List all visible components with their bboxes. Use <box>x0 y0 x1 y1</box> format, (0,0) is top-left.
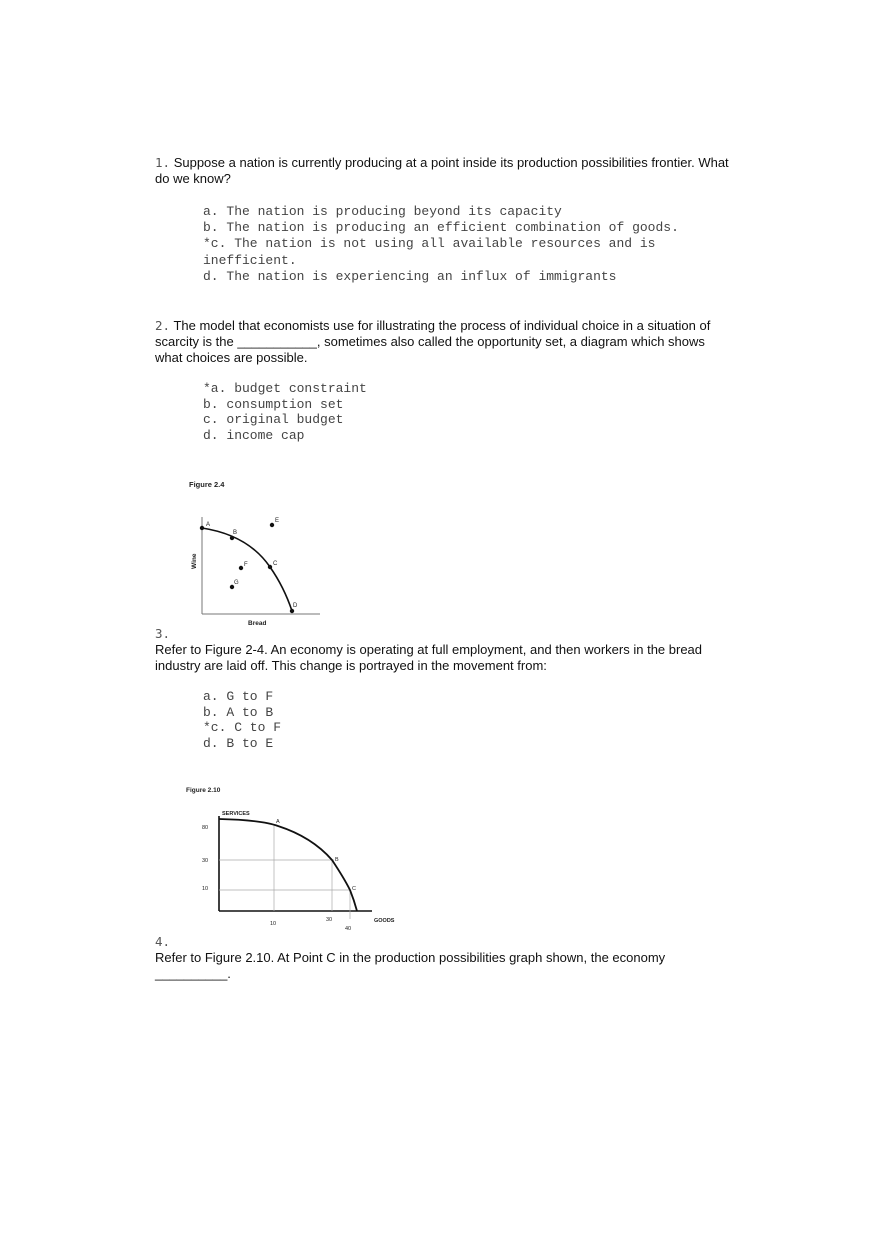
y-axis-label: Wine <box>191 553 198 569</box>
y-axis-label: SERVICES <box>222 811 250 817</box>
figure-2-10-graphic <box>182 782 402 934</box>
option: a. The nation is producing beyond its capacity <box>203 204 562 219</box>
figure-title: Figure 2.4 <box>189 480 225 489</box>
x-tick-label: 30 <box>326 917 333 923</box>
figure-2-4 <box>180 475 340 630</box>
y-tick-label: 10 <box>202 886 209 892</box>
x-axis-label: GOODS <box>374 918 395 924</box>
y-tick-label: 30 <box>202 858 209 864</box>
option: c. original budget <box>203 412 344 427</box>
question-1 <box>155 155 735 187</box>
option: *c. C to F <box>203 720 282 735</box>
question-number: 1. <box>155 155 171 170</box>
question-text: Suppose a nation is currently producing at a point inside its production possibilities frontier. What do we know? <box>155 155 729 186</box>
x-tick-label: 40 <box>345 926 352 932</box>
question-3 <box>155 626 735 674</box>
ppf-curve <box>202 528 292 611</box>
point-label: B <box>335 857 339 863</box>
question-text: Refer to Figure 2-4. An economy is operating at full employment, and then workers in the bread industry are laid off. This change is portrayed in the movement from: <box>155 642 703 673</box>
point-label: F <box>244 562 248 568</box>
option: *c. The nation is not using all available resources and is inefficient. <box>203 236 664 268</box>
question-number: 4. <box>155 934 171 949</box>
x-tick-label: 10 <box>270 921 277 927</box>
figure-title: Figure 2.10 <box>186 787 221 794</box>
question-text: The model that economists use for illustrating the process of individual choice in a situation of scarcity is the ___________, sometimes also called the opportunity set, a diagram which shows what choices are possible. <box>155 318 711 365</box>
point-f <box>239 566 243 570</box>
question-1-options <box>203 204 723 285</box>
point-label: A <box>276 819 280 825</box>
question-number: 3. <box>155 626 171 641</box>
point-b <box>230 536 234 540</box>
point-label: G <box>234 580 239 586</box>
y-tick-label: 80 <box>202 825 209 831</box>
point-c <box>268 565 272 569</box>
option: b. The nation is producing an efficient combination of goods. <box>203 219 679 235</box>
option: *a. budget constraint <box>203 381 367 396</box>
figure-2-10 <box>182 782 402 934</box>
point-label: C <box>352 886 356 892</box>
question-4 <box>155 934 735 982</box>
point-label: D <box>293 603 298 609</box>
question-number: 2. <box>155 318 171 333</box>
x-axis-label: Bread <box>248 620 267 627</box>
point-label: B <box>233 530 238 536</box>
point-label: E <box>275 518 280 524</box>
ppf-curve <box>219 819 357 911</box>
figure-2-4-graphic <box>180 475 340 630</box>
point-label: A <box>206 522 211 528</box>
question-3-options <box>203 689 723 751</box>
option: d. income cap <box>203 427 305 443</box>
point-a <box>200 526 204 530</box>
point-d <box>290 609 294 613</box>
option: b. A to B <box>203 704 274 720</box>
option: a. G to F <box>203 689 274 704</box>
option: b. consumption set <box>203 396 344 412</box>
question-text: Refer to Figure 2.10. At Point C in the production possibilities graph shown, the economy __________. <box>155 950 666 981</box>
option: d. The nation is experiencing an influx of immigrants <box>203 269 617 284</box>
question-2-options <box>203 381 723 443</box>
question-2 <box>155 318 735 366</box>
point-label: C <box>273 561 278 567</box>
option: d. B to E <box>203 735 274 751</box>
point-e <box>270 523 274 527</box>
